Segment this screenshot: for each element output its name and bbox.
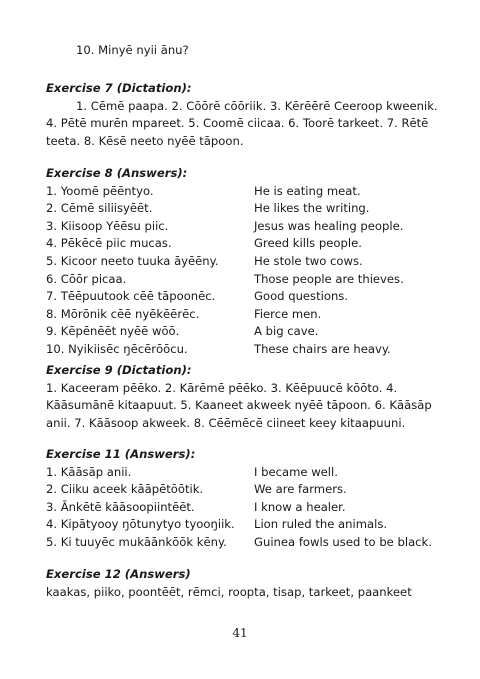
translation: Jesus was healing people. [254, 218, 404, 233]
translation: I became well. [254, 464, 338, 479]
source-sentence: 8. Mōrōnik cēē nyēkēērēc. [46, 306, 200, 321]
answer-row [46, 218, 404, 236]
translation: Greed kills people. [254, 236, 362, 251]
translation: He stole two cows. [254, 253, 363, 268]
exercise-11-heading: Exercise 11 (Answers): [46, 447, 196, 461]
translation: He likes the writing. [254, 201, 370, 216]
exercise-9-text: 1. Kaceeram pēēko. 2. Kārēmē pēēko. 3. Kēēpuucē kōōto. 4. Kāāsumānē kitaapuut. 5. Kaaneet akweek nyēē tāpoon. 6. Kāāsāp anii. 7. Kāāsoop akweek. 8. Cēēmēcē ciineet keey kitaapuuni. [46, 380, 432, 430]
source-sentence: 1. Kāāsāp anii. [46, 464, 132, 479]
exercise-12-heading: Exercise 12 (Answers) [46, 567, 191, 581]
source-sentence: 5. Kicoor neeto tuuka āyēēny. [46, 253, 219, 268]
exercise-12-text: kaakas, piiko, poontēēt, rēmci, roopta, tisap, tarkeet, paankeet [46, 584, 412, 599]
answer-row [46, 288, 404, 306]
answer-row [46, 235, 404, 253]
exercise-9-heading: Exercise 9 (Dictation): [46, 363, 192, 377]
translation: Fierce men. [254, 306, 322, 321]
top-line: 10. Minyē nyii ānu? [76, 43, 189, 57]
translation: Lion ruled the animals. [254, 517, 388, 532]
answer-row [46, 271, 404, 289]
translation: Guinea fowls used to be black. [254, 534, 432, 549]
answer-row [46, 341, 404, 359]
translation: These chairs are heavy. [254, 341, 391, 356]
source-sentence: 9. Kēpēnēēt nyēē wōō. [46, 324, 180, 339]
source-sentence: 5. Ki tuuyēc mukāānkōōk kēny. [46, 534, 227, 549]
answer-row [46, 306, 404, 324]
exercise-8-table [46, 183, 404, 359]
exercise-7-heading: Exercise 7 (Dictation): [46, 81, 192, 95]
source-sentence: 3. Kiisoop Yēēsu piic. [46, 218, 169, 233]
source-sentence: 10. Nyikiisēc ŋēcērōōcu. [46, 341, 188, 356]
translation: Those people are thieves. [254, 271, 404, 286]
answer-row [46, 499, 432, 517]
answer-row [46, 464, 432, 482]
answer-row [46, 534, 432, 552]
translation: We are farmers. [254, 482, 347, 497]
source-sentence: 1. Yoomē pēēntyo. [46, 183, 154, 198]
exercise-8 [46, 165, 446, 359]
exercise-11 [46, 446, 446, 552]
source-sentence: 2. Ciiku aceek kāāpētōōtik. [46, 482, 204, 497]
exercise-7-text: 1. Cēmē paapa. 2. Cōōrē cōōriik. 3. Kērēērē Ceeroop kweenik. 4. Pētē murēn mpareet. 5. Coomē ciicaa. 6. Toorē tarkeet. 7. Rētē teeta. 8. Kēsē neeto nyēē tāpoon. [46, 98, 438, 148]
answer-row [46, 481, 432, 499]
exercise-11-table [46, 464, 432, 552]
source-sentence: 3. Ānkētē kāāsoopiintēēt. [46, 499, 195, 514]
answer-row [46, 200, 404, 218]
translation: I know a healer. [254, 499, 346, 514]
translation: Good questions. [254, 289, 349, 304]
exercise-7 [46, 80, 446, 150]
source-sentence: 6. Cōōr picaa. [46, 271, 127, 286]
exercise-12 [46, 566, 446, 601]
exercise-8-heading: Exercise 8 (Answers): [46, 166, 188, 180]
source-sentence: 7. Tēēpuutook cēē tāpoonēc. [46, 289, 216, 304]
answer-row [46, 183, 404, 201]
answer-row [46, 253, 404, 271]
translation: He is eating meat. [254, 183, 361, 198]
answer-row [46, 323, 404, 341]
exercise-9 [46, 362, 446, 432]
page-number: 41 [232, 626, 248, 640]
source-sentence: 4. Pēkēcē piic mucas. [46, 236, 172, 251]
source-sentence: 2. Cēmē siliisyēēt. [46, 201, 153, 216]
source-sentence: 4. Kipātyooy ŋōtunytyo tyooŋiik. [46, 517, 235, 532]
answer-row [46, 516, 432, 534]
translation: A big cave. [254, 324, 319, 339]
